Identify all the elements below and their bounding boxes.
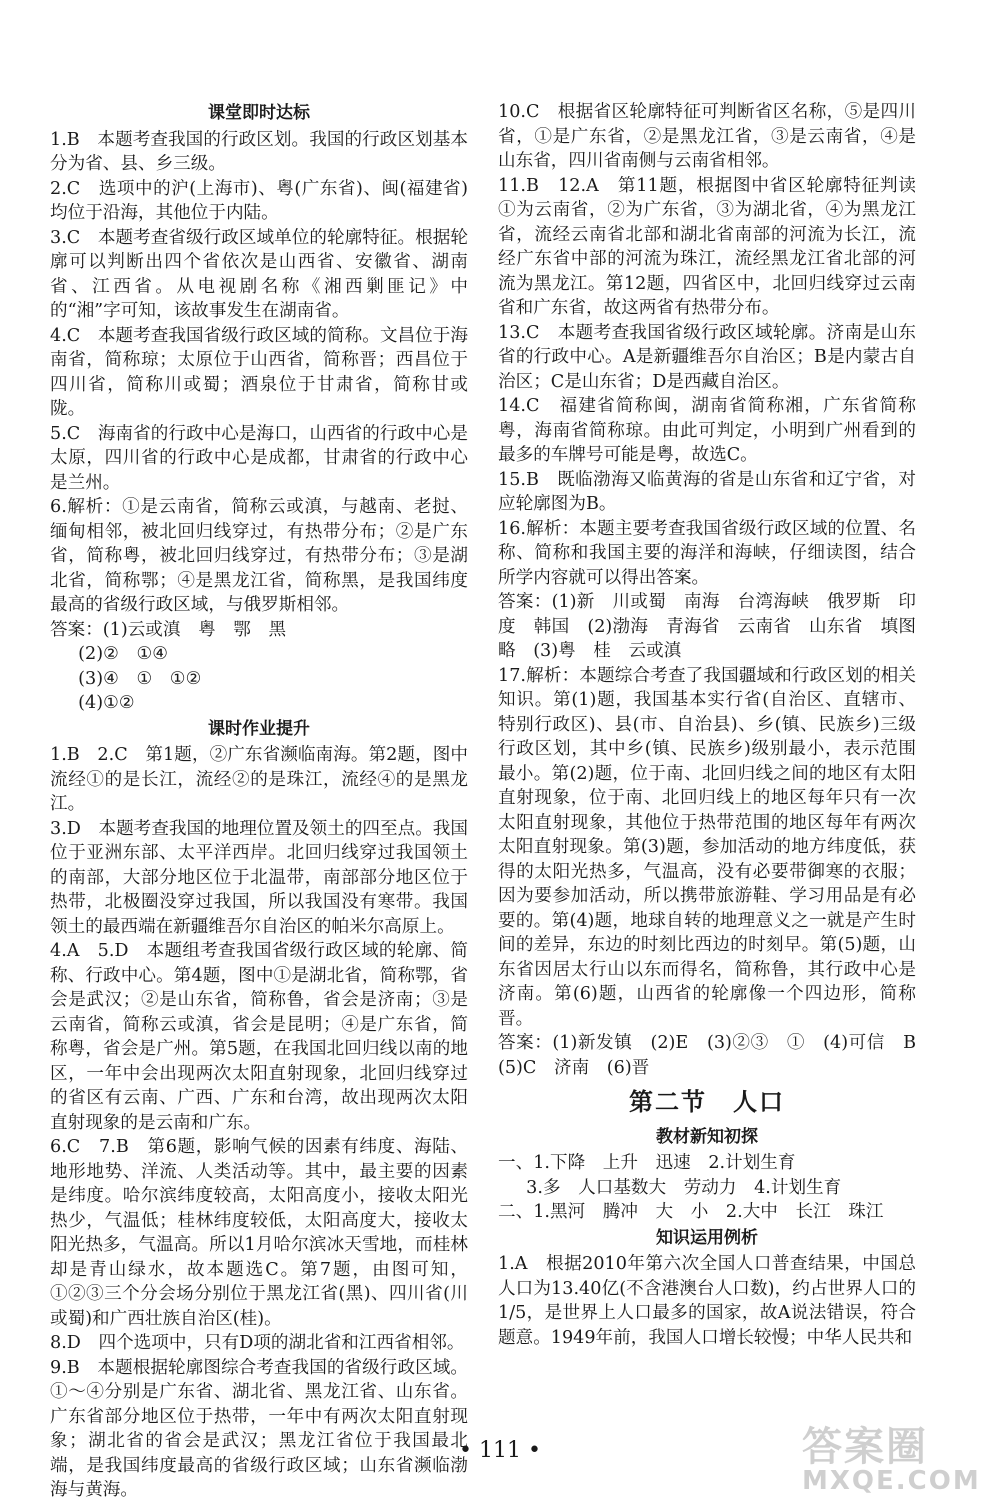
section-title-population: 第二节 人口 — [629, 1088, 785, 1116]
answer-item-3: 3.C 本题考查省级行政区域单位的轮廓特征。根据轮廓可以判断出四个省依次是山西省、安徽省、湖南省、江西省。从电视剧名称《湘西剿匪记》中的“湘”字可知，该故事发生在湖南省。 — [50, 227, 468, 321]
answer-item-14: 14.C 福建省简称闽，湖南省简称湘，广东省简称粤，海南省简称琼。由此可判定，小明到广州看到的最多的车牌号可能是粤，故选C。 — [498, 396, 916, 465]
answer-item-hw-9: 9.B 本题根据轮廓图综合考查我国的省级行政区域。①～④分别是广东省、湖北省、黑龙江省、山东省。广东省部分地区位于热带，一年中有两次太阳直射现象；湖北省的省会是武汉；黑龙江省位于我国最北端，是我国纬度最高的省级行政区域；山东省濒临渤海与黄海。 — [50, 1357, 468, 1500]
answer-item-13: 13.C 本题考查我国省级行政区域轮廓。济南是山东省的行政中心。A是新疆维吾尔自治区；B是内蒙古自治区；C是山东省；D是西藏自治区。 — [498, 322, 916, 392]
answer-16: 答案：(1)新 川或蜀 南海 台湾海峡 俄罗斯 印度 韩国 (2)渤海 青海省 云南省 山东省 填图略 (3)粤 桂 云或滇 — [498, 592, 916, 661]
answer-item-hw-1: 1.B 2.C 第1题，②广东省濒临南海。第2题，图中流经①的是长江，流经②的是珠江，流经④的是黑龙江。 — [50, 745, 468, 814]
answer-line: (3)④ ① ①② — [78, 668, 202, 689]
answer-item-hw-8: 8.D 四个选项中，只有D项的湖北省和江西省相邻。 — [50, 1333, 465, 1353]
answer-item-17: 17.解析：本题综合考查了我国疆域和行政区划的相关知识。第(1)题，我国基本实行省(自治区、直辖市、特别行政区)、县(市、自治县)、乡(镇、民族乡)三级行政区划，其中乡(镇、民族乡)级别最小，表示范围最小。第(2)题，位于南、北回归线之间的地区有太阳直射现象，位于南、北回归线上的地区每年只有一次太阳直射现象，其他位于热带范围的地区每年有两次太阳直射现象。第(3)题，参加活动的地方纬度低，获得的太阳光热多，气温高，没有必要带御寒的衣服；因为要参加活动，所以携带旅游鞋、学习用品是有必要的。第(4)题，地球自转的地理意义之一就是产生时间的差异，东边的时刻比西边的时刻早。第(5)题，山东省因居太行山以东而得名，简称鲁，其行政中心是济南。第(6)题，山西省的轮廓像一个四边形，简称晋。 — [498, 665, 916, 1029]
answer-item-16: 16.解析：本题主要考查我国省级行政区域的位置、名称、简称和我国主要的海洋和海峡，仔细读图，结合所学内容就可以得出答案。 — [498, 518, 916, 588]
answer-line: 一、1.下降 上升 迅速 2.计划生育 — [498, 1153, 796, 1173]
answer-item-10: 10.C 根据省区轮廓特征可判断省区名称，⑤是四川省，①是广东省，②是黑龙江省，③是云南省，④是山东省，四川省南侧与云南省相邻。 — [498, 102, 916, 171]
answer-item-hw-4: 4.A 5.D 本题组考查我国省级行政区域的轮廓、简称、行政中心。第4题，图中①是湖北省，简称鄂，省会是武汉；②是山东省，简称鲁，省会是济南；③是云南省，简称云或滇，省会是昆明；④是广东省，简称粤，省会是广州。第5题，在我国北回归线以南的地区，一年中会出现两次太阳直射现象，北回归线穿过的省区有云南、广西、广东和台湾，故出现两次太阳直射现象的是云南和广东。 — [50, 941, 468, 1133]
answer-item-6: 6.解析：①是云南省，简称云或滇，与越南、老挝、缅甸相邻，被北回归线穿过，有热带分布；②是广东省，简称粤，被北回归线穿过，有热带分布；③是湖北省，简称鄂；④是黑龙江省，简称黑，是我国纬度最高的省级行政区域，与俄罗斯相邻。 — [50, 497, 468, 615]
answer-line: 二、1.黑河 腾冲 大 小 2.大中 长江 珠江 — [498, 1202, 884, 1222]
right-column — [498, 100, 934, 1350]
page-number: • 111 • — [459, 1438, 541, 1463]
answer-item-15: 15.B 既临渤海又临黄海的省是山东省和辽宁省，对应轮廓图为B。 — [498, 469, 916, 514]
left-column — [50, 100, 468, 1503]
answer-item-5: 5.C 海南省的行政中心是海口，山西省的行政中心是太原，四川省的行政中心是成都，甘肃省的行政中心是兰州。 — [50, 423, 468, 493]
answer-item-2: 2.C 选项中的沪(上海市)、粤(广东省)、闽(福建省)均位于沿海，其他位于内陆。 — [50, 178, 468, 223]
answer-item-hw-3: 3.D 本题考查我国的地理位置及领土的四至点。我国位于亚洲东部、太平洋西岸。北回归线穿过我国领土的南部，大部分地区位于北温带，南部部分地区位于热带，北极圈没穿过我国，所以我国没有寒带。我国领土的最西端在新疆维吾尔自治区的帕米尔高原上。 — [50, 818, 468, 937]
answer-line: 答案：(1)云或滇 粤 鄂 黑 — [50, 619, 287, 640]
answer-item-1: 1.B 本题考查我国的行政区划。我国的行政区划基本分为省、县、乡三级。 — [50, 129, 468, 174]
answer-item-4: 4.C 本题考查我国省级行政区域的简称。文昌位于海南省，简称琼；太原位于山西省，简称晋；西昌位于四川省，简称川或蜀；酒泉位于甘肃省，简称甘或陇。 — [50, 325, 468, 419]
section-heading-textbook: 教材新知初探 — [656, 1126, 758, 1147]
watermark-text-top: 答案圈 — [802, 1424, 928, 1470]
answer-line: 3.多 人口基数大 劳动力 4.计划生育 — [526, 1177, 842, 1198]
answer-item-11: 11.B 12.A 第11题，根据图中省区轮廓特征判读①为云南省，②为广东省，③为湖北省，④为黑龙江省，流经云南省北部和湖北省南部的河流为长江，流经广东省中部的河流为珠江，流经黑龙江省北部的河流为黑龙江。第12题，四省区中，北回归线穿过云南省和广东省，故这两省有热带分布。 — [498, 175, 916, 318]
answer-line: (4)①② — [78, 693, 135, 713]
answer-item-hw-6: 6.C 7.B 第6题，影响气候的因素有纬度、海陆、地形地势、洋流、人类活动等。其中，最主要的因素是纬度。哈尔滨纬度较高，太阳高度小，接收太阳光热少，气温低；桂林纬度较低，太阳高度大，接收太阳光热多，气温高。所以1月哈尔滨冰天雪地，而桂林却是青山绿水，故本题选C。第7题，由图可知，①②③三个分会场分别位于黑龙江省(黑)、四川省(川或蜀)和广西壮族自治区(桂)。 — [50, 1137, 468, 1329]
section-heading-classroom: 课堂即时达标 — [208, 103, 310, 123]
section-heading-knowledge: 知识运用例析 — [656, 1227, 758, 1248]
answer-item-pop-1: 1.A 根据2010年第六次全国人口普查结果，中国总人口为13.40亿(不含港澳台人口数)，约占世界人口的1/5，是世界上人口最多的国家，故A说法错误，符合题意。1949年前，我国人口增长较慢；中华人民共和 — [498, 1254, 916, 1348]
answer-17: 答案：(1)新发镇 (2)E (3)②③ ① (4)可信 B (5)C 济南 (6)晋 — [498, 1033, 934, 1078]
watermark-text-bottom: MXQE.COM — [802, 1466, 981, 1496]
watermark-logo — [802, 1415, 992, 1496]
answer-line: (2)② ①④ — [78, 644, 168, 664]
section-heading-homework: 课时作业提升 — [208, 718, 310, 739]
